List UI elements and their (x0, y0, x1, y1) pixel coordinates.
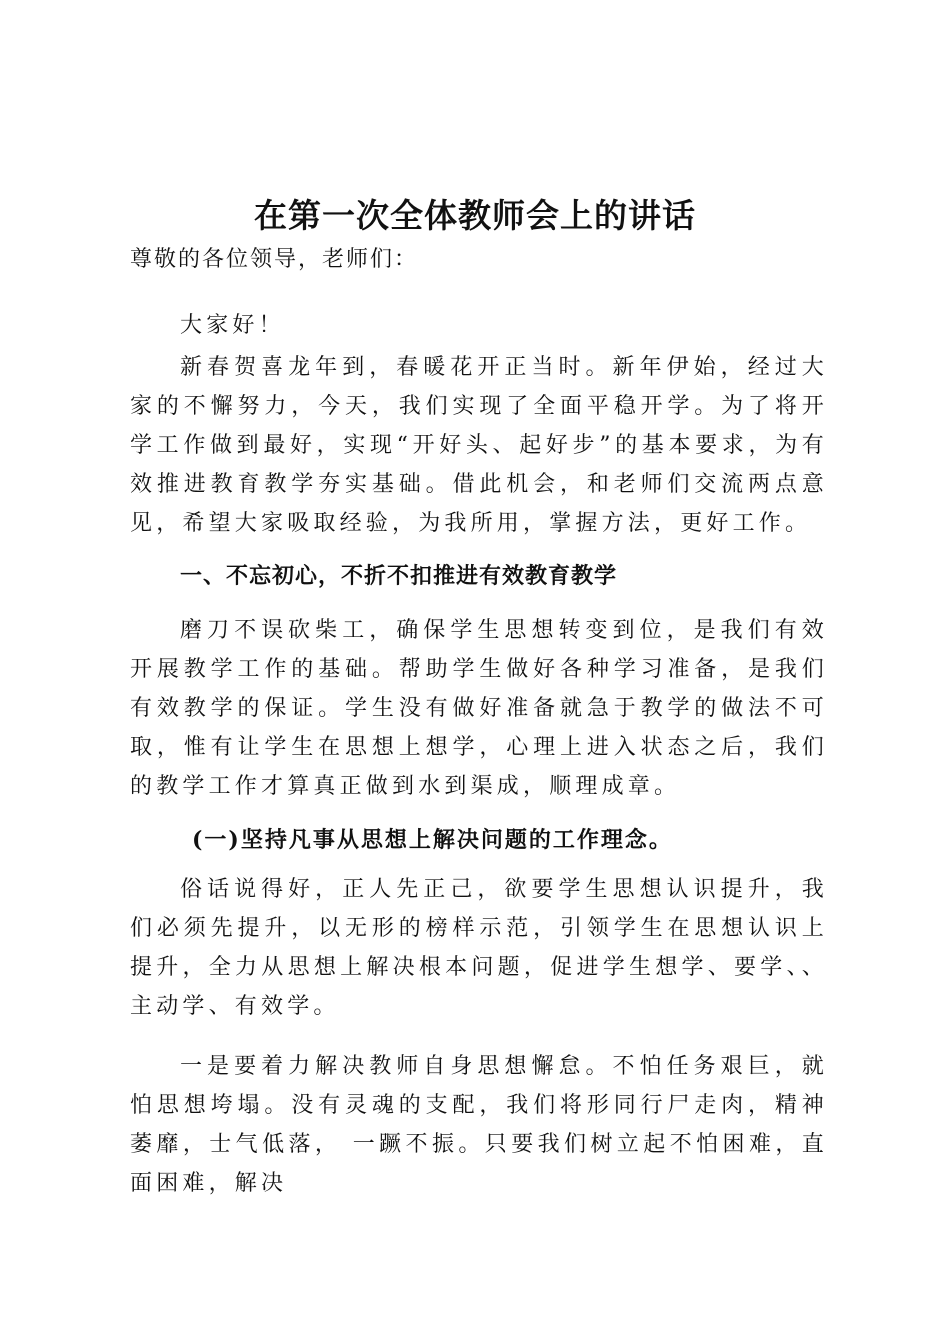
section-1-heading: 一、不忘初心，不折不扣推进有效教育教学 (180, 564, 618, 589)
point-1-paragraph: 一是要着力解决教师自身思想懈怠。不怕任务艰巨，就怕思想垮塌。没有灵魂的支配，我们将形同行尸走肉，精神萎靡，士气低落， 一蹶不振。只要我们树立起不怕困难，直面困难，解决 (130, 1054, 828, 1196)
section-1-paragraph: 磨刀不误砍柴工，确保学生思想转变到位，是我们有效开展教学工作的基础。帮助学生做好各种学习准备，是我们有效教学的保证。学生没有做好准备就急于教学的做法不可取，惟有让学生在思想上想学，心理上进入状态之后，我们的教学工作才算真正做到水到渠成，顺理成章。 (130, 618, 828, 799)
salutation: 尊敬的各位领导，老师们： (130, 247, 419, 272)
subsection-1-heading: (一)坚持凡事从思想上解决问题的工作理念。 (192, 827, 673, 853)
subsection-1-paragraph: 俗话说得好，正人先正己，欲要学生思想认识提升，我们必须先提升，以无形的榜样示范，引领学生在思想认识上提升，全力从思想上解决根本问题，促进学生想学、要学、、主动学、有效学。 (130, 877, 828, 1019)
greeting-paragraph: 大家好！ (180, 313, 285, 338)
intro-paragraph: 新春贺喜龙年到，春暖花开正当时。新年伊始，经过大家的不懈努力，今天，我们实现了全面平稳开学。为了将开学工作做到最好，实现“开好头、起好步”的基本要求，为有效推进教育教学夯实基础。借此机会，和老师们交流两点意见，希望大家吸取经验，为我所用，掌握方法，更好工作。 (130, 355, 828, 536)
document-title: 在第一次全体教师会上的讲话 (254, 196, 696, 235)
